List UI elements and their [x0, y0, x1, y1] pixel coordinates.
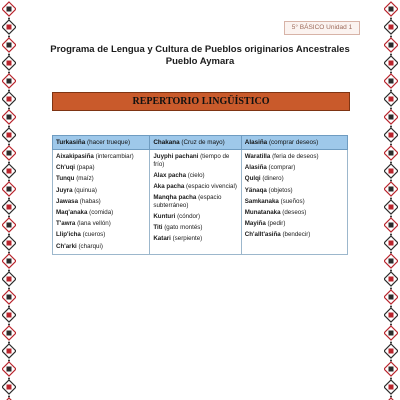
list-item: Juyphi pachani (tiempo de frío) — [153, 153, 230, 168]
table-row — [53, 150, 348, 255]
list-item: Titi (gato montés) — [153, 224, 203, 232]
list-item: Manqha pacha (espacio subterráneo) — [153, 194, 222, 209]
border-square-motif — [389, 313, 394, 318]
border-square-motif — [389, 241, 394, 246]
list-item: Kunturi (cóndor) — [153, 212, 201, 220]
border-square-motif — [7, 259, 12, 264]
border-square-motif — [7, 367, 12, 372]
border-pattern — [384, 0, 398, 400]
list-item: Aixakipasiña (intercambiar) — [56, 153, 134, 160]
border-square-motif — [7, 241, 12, 246]
list-item: Ch'arki (charqui) — [56, 242, 103, 250]
border-square-motif — [389, 259, 394, 264]
list-item: Juyra (quinua) — [56, 186, 97, 194]
list-item: Mayiña (pedir) — [244, 220, 286, 228]
column-cell — [53, 150, 150, 255]
grade-unit-badge: 5° BÁSICO Unidad 1 — [284, 21, 360, 35]
border-square-motif — [7, 61, 12, 66]
border-square-motif — [7, 97, 12, 102]
border-square-motif — [7, 277, 12, 282]
list-item: Jawasa (habas) — [56, 197, 101, 205]
table-header-row — [53, 136, 348, 150]
border-square-motif — [389, 331, 394, 336]
list-item: Llip'icha (cueros) — [56, 231, 106, 239]
border-square-motif — [7, 133, 12, 138]
border-square-motif — [389, 133, 394, 138]
border-square-motif — [7, 295, 12, 300]
title-line-people: Pueblo Aymara — [165, 56, 235, 67]
list-item: Ch'uqi (papa) — [56, 164, 95, 172]
list-item: Katari (serpiente) — [153, 235, 203, 243]
border-square-motif — [7, 43, 12, 48]
border-square-motif — [389, 61, 394, 66]
border-square-motif — [389, 115, 394, 120]
border-square-motif — [389, 349, 394, 354]
border-square-motif — [7, 385, 12, 390]
border-square-motif — [7, 115, 12, 120]
border-square-motif — [389, 295, 394, 300]
border-square-motif — [389, 43, 394, 48]
list-item: Aka pacha (espacio vivencial) — [153, 182, 237, 190]
border-square-motif — [7, 223, 12, 228]
border-pattern — [2, 0, 16, 400]
column-cell — [150, 150, 241, 255]
border-square-motif — [7, 331, 12, 336]
border-square-motif — [389, 385, 394, 390]
border-square-motif — [389, 277, 394, 282]
border-square-motif — [389, 97, 394, 102]
border-square-motif — [7, 25, 12, 30]
list-item: Waratilla (feria de deseos) — [244, 153, 319, 160]
border-square-motif — [389, 169, 394, 174]
column-header: Turkasiña (hacer trueque) — [53, 136, 150, 150]
border-square-motif — [7, 7, 12, 12]
list-item: Alasiña (comprar) — [244, 164, 296, 172]
border-square-motif — [389, 79, 394, 84]
border-square-motif — [7, 169, 12, 174]
border-square-motif — [7, 151, 12, 156]
column-cell — [241, 150, 347, 255]
list-item: Alax pacha (cielo) — [153, 171, 205, 179]
list-item: Ch'allt'asiña (bendecir) — [244, 231, 311, 239]
list-item: Munatanaka (deseos) — [244, 208, 307, 216]
border-square-motif — [7, 313, 12, 318]
decorative-border-right — [384, 0, 398, 400]
list-item: Qulqi (dinero) — [244, 175, 284, 183]
list-item: Yänaqa (objetos) — [244, 186, 293, 194]
list-item: Samkanaka (sueños) — [244, 197, 305, 205]
border-square-motif — [389, 223, 394, 228]
page-title — [40, 44, 360, 68]
decorative-border-left — [2, 0, 16, 400]
list-item: Tunqu (maíz) — [56, 175, 94, 183]
column-header: Alasiña (comprar deseos) — [241, 136, 347, 150]
border-square-motif — [7, 349, 12, 354]
border-square-motif — [7, 187, 12, 192]
border-square-motif — [7, 79, 12, 84]
border-square-motif — [389, 187, 394, 192]
list-item: Maq'anaka (comida) — [56, 208, 114, 216]
border-square-motif — [389, 7, 394, 12]
border-square-motif — [389, 25, 394, 30]
column-header: Chakana (Cruz de mayo) — [150, 136, 241, 150]
section-header: REPERTORIO LINGÜÍSTICO — [52, 92, 350, 111]
title-line-program: Programa de Lengua y Cultura de Pueblos originarios Ancestrales — [50, 44, 350, 55]
list-item: T'awra (lana vellón) — [56, 220, 111, 228]
border-square-motif — [389, 367, 394, 372]
vocabulary-table — [52, 135, 348, 255]
border-square-motif — [389, 205, 394, 210]
border-square-motif — [389, 151, 394, 156]
border-square-motif — [7, 205, 12, 210]
